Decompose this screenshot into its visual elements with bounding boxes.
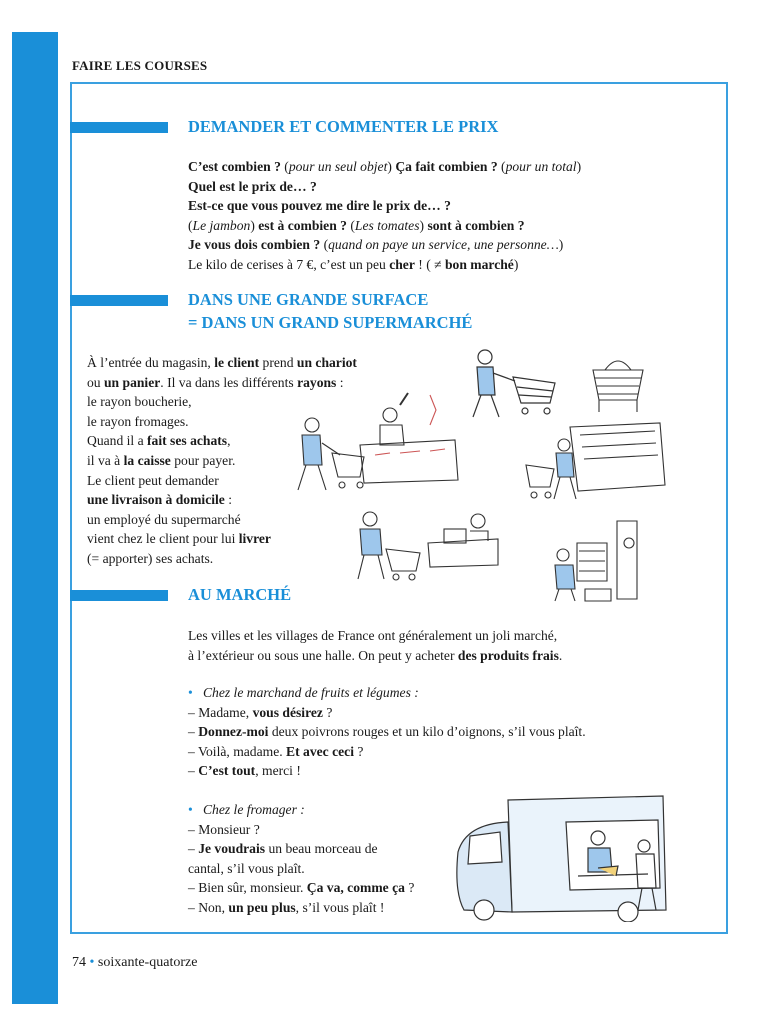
- text-segment: , s’il vous plaît !: [295, 899, 385, 915]
- text-line: [188, 626, 562, 646]
- text-segment: ?: [404, 880, 415, 896]
- text-segment: Quel est le prix de… ?: [188, 178, 317, 194]
- text-segment: un peu plus: [228, 899, 296, 915]
- text-segment: Le client peut demander: [87, 472, 219, 488]
- text-segment: un panier: [104, 374, 161, 390]
- text-segment: cantal, s’il vous plaît.: [188, 860, 305, 876]
- text-segment: quand on paye un service, une personne…: [328, 237, 559, 253]
- text-line: [188, 177, 581, 197]
- text-line: [87, 353, 357, 373]
- text-segment: (: [280, 159, 289, 174]
- text-segment: une livraison à domicile: [87, 492, 225, 508]
- dialog1-title: Chez le marchand de fruits et légumes :: [202, 685, 419, 700]
- text-line: [188, 235, 581, 255]
- text-segment: cher: [389, 256, 415, 272]
- text-segment: C’est tout: [198, 763, 256, 779]
- text-segment: C’est combien ?: [188, 159, 281, 174]
- page-footer: [72, 955, 197, 971]
- text-line: [87, 510, 357, 530]
- marche-intro: [188, 626, 562, 665]
- text-segment: .: [558, 647, 563, 663]
- text-segment: Quand il a: [87, 433, 148, 449]
- dialog1: [188, 703, 586, 781]
- text-segment: prend: [259, 355, 297, 370]
- text-segment: bon marché: [444, 256, 514, 272]
- text-line: [188, 878, 414, 898]
- text-segment: pour un total: [505, 159, 577, 174]
- text-segment: ?: [353, 743, 364, 759]
- text-segment: ): [387, 159, 396, 174]
- text-segment: Est-ce que vous pouvez me dire le prix de… ?: [188, 198, 451, 214]
- section-bar-marche: [70, 590, 168, 601]
- text-segment: (: [188, 217, 193, 233]
- text-segment: Je vous dois combien ?: [188, 237, 321, 253]
- text-line: [188, 820, 414, 840]
- text-segment: ): [558, 237, 564, 253]
- text-line: [188, 898, 414, 918]
- text-segment: Je voudrais: [198, 841, 266, 857]
- text-segment: (: [497, 159, 506, 174]
- text-segment: (: [346, 217, 355, 233]
- text-segment: un beau morceau de: [265, 841, 378, 857]
- livraison-illustration: [545, 515, 645, 605]
- text-segment: vient chez le client pour lui: [87, 531, 239, 547]
- section-bar-prix: [70, 122, 168, 133]
- text-segment: un employé du supermarché: [87, 511, 241, 527]
- text-line: [188, 196, 581, 216]
- text-segment: ,: [227, 433, 231, 449]
- blue-sidebar: [12, 32, 58, 1004]
- text-segment: Ça va, comme ça: [306, 880, 405, 896]
- text-segment: . Il va dans les différents: [160, 374, 298, 390]
- text-segment: ou: [87, 374, 104, 390]
- section-title-prix: DEMANDER ET COMMENTER LE PRIX: [188, 117, 499, 136]
- text-line: [87, 549, 357, 569]
- text-segment: est à combien ?: [258, 217, 347, 233]
- text-line: [188, 703, 586, 723]
- text-segment: Et avec ceci: [286, 743, 354, 759]
- text-segment: Les tomates: [354, 217, 420, 233]
- paniers-illustration: [585, 350, 655, 415]
- text-segment: Les villes et les villages de France ont généralement un joli marché,: [188, 628, 558, 643]
- text-segment: il va à: [87, 452, 124, 468]
- text-segment: – Voilà, madame.: [188, 743, 287, 759]
- text-segment: pour payer.: [170, 452, 236, 468]
- text-segment: le client: [214, 355, 260, 370]
- text-segment: –: [188, 763, 199, 779]
- text-line: [188, 761, 586, 781]
- text-segment: livrer: [238, 531, 271, 547]
- page-number: 74: [72, 955, 86, 970]
- text-segment: Le kilo de cerises à 7 €, c’est un peu: [188, 256, 390, 272]
- text-segment: deux poivrons rouges et un kilo d’oignons, s’il vous plaît.: [268, 724, 586, 740]
- text-line: [188, 216, 581, 236]
- text-segment: ! ( ≠: [414, 256, 445, 272]
- text-line: [188, 742, 586, 762]
- fromager-van-illustration: [448, 792, 673, 922]
- text-segment: pour un seul objet: [288, 159, 388, 174]
- text-segment: ): [576, 159, 582, 174]
- boucherie-illustration: [280, 385, 470, 500]
- text-segment: , merci !: [255, 763, 301, 779]
- dialog2: [188, 820, 414, 918]
- text-segment: (: [320, 237, 329, 253]
- text-line: [188, 722, 586, 742]
- dialog1-title-row: [188, 683, 419, 703]
- client-chariot-illustration: [455, 345, 595, 425]
- text-segment: vous désirez: [252, 704, 323, 720]
- text-segment: des produits frais: [457, 647, 559, 663]
- footer-dot: •: [89, 955, 95, 970]
- fromages-illustration: [520, 415, 670, 505]
- section-title-marche: AU MARCHÉ: [188, 585, 292, 604]
- text-line: [188, 646, 562, 666]
- text-segment: le rayon boucherie,: [87, 394, 192, 410]
- text-segment: :: [336, 374, 344, 390]
- prix-text: [188, 157, 581, 275]
- caisse-illustration: [348, 505, 503, 585]
- text-segment: sont à combien ?: [427, 217, 525, 233]
- text-segment: Donnez-moi: [198, 724, 269, 740]
- text-segment: Ça fait combien ?: [395, 159, 498, 174]
- text-segment: – Monsieur ?: [188, 821, 260, 837]
- section-title-surface-1: DANS UNE GRANDE SURFACE: [188, 290, 429, 309]
- text-segment: :: [224, 492, 233, 508]
- section-bar-surface: [70, 295, 168, 306]
- text-line: [188, 839, 414, 859]
- text-segment: fait ses achats: [147, 433, 228, 449]
- text-segment: (= apporter) ses achats.: [87, 550, 214, 566]
- text-segment: – Non,: [188, 899, 229, 915]
- page-words: soixante-quatorze: [97, 955, 198, 970]
- text-segment: la caisse: [123, 452, 171, 468]
- text-line: [87, 529, 357, 549]
- text-line: [188, 859, 414, 879]
- text-segment: ): [250, 217, 259, 233]
- chapter-header: FAIRE LES COURSES: [72, 58, 208, 73]
- text-segment: – Bien sûr, monsieur.: [188, 880, 307, 896]
- text-line: [188, 255, 581, 275]
- dialog2-title-row: [188, 800, 305, 820]
- text-segment: ?: [322, 704, 333, 720]
- text-segment: –: [188, 724, 199, 740]
- text-line: [188, 157, 581, 177]
- bullet: •: [188, 685, 193, 700]
- text-segment: – Madame,: [188, 704, 253, 720]
- text-segment: un chariot: [296, 355, 357, 370]
- text-segment: ): [419, 217, 428, 233]
- bullet: •: [188, 802, 193, 817]
- text-segment: rayons: [297, 374, 337, 390]
- section-title-surface-2: = DANS UN GRAND SUPERMARCHÉ: [188, 313, 473, 332]
- text-segment: le rayon fromages.: [87, 413, 189, 429]
- text-segment: ): [513, 256, 519, 272]
- dialog2-title: Chez le fromager :: [202, 802, 305, 817]
- text-segment: à l’extérieur ou sous une halle. On peut y acheter: [188, 647, 458, 663]
- text-segment: –: [188, 841, 199, 857]
- text-segment: À l’entrée du magasin,: [87, 355, 215, 370]
- text-segment: Le jambon: [192, 217, 251, 233]
